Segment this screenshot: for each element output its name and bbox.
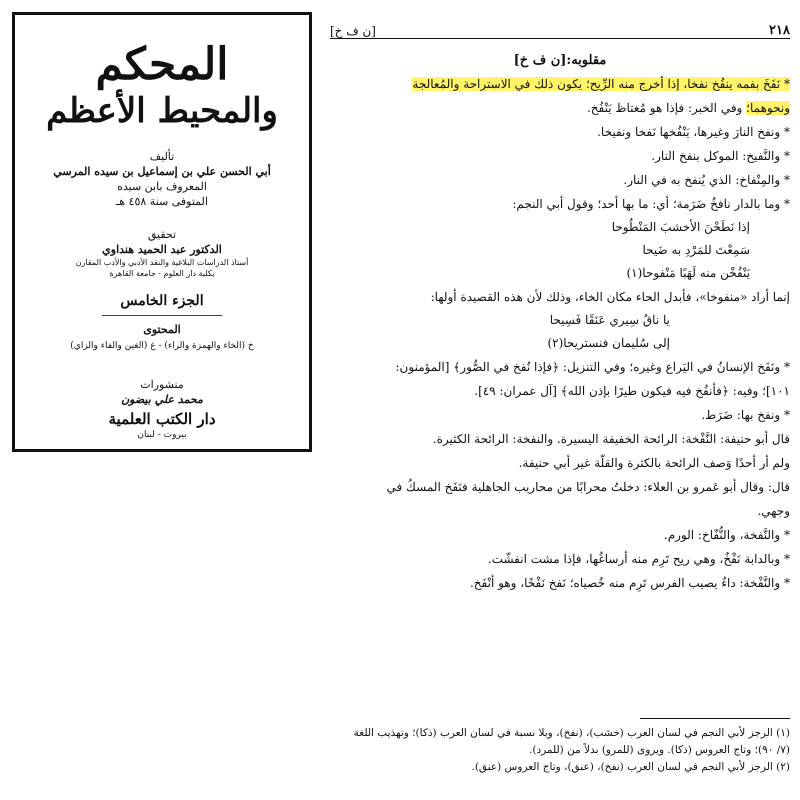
verse-line: إذا نَطَحْنَ الأخشبَ المَنْطُوحا xyxy=(611,220,750,234)
section-title: مقلوبه:[ن ف خ] xyxy=(513,53,607,68)
text-line: قال أبو حنيفة: النَّفْخة: الرائحة الخفيفة اليسيرة. والنفخة: الرائحة الكثيرة. xyxy=(432,432,790,446)
text-line: * والمِنْفاخ: الذي يُنفخ به في النار. xyxy=(623,173,790,187)
footnotes xyxy=(330,718,790,776)
verse-line: إلى سُليمان فنستريحا(٢) xyxy=(547,336,670,350)
page-number: ٢١٨ xyxy=(769,23,790,38)
footnote-line: (٢) الرجز لأبي النجم في لسان العرب (نفخ)، (عنق)، وتاج العروس (عنق). xyxy=(471,761,790,773)
author-death: المتوفى سنة ٤٥٨ هـ xyxy=(116,195,208,208)
verse-line: يَنْفُخْن منه لَهَبًا مَنْفوحا(١) xyxy=(626,266,750,280)
footnote-divider xyxy=(640,718,790,719)
text-line: ونحوهما؛ وفي الخبر: فإذا هو مُغتاظ يَنْفُخ. xyxy=(586,101,790,115)
text-line: * ونَفَخ الإنسانُ في اليَراع وغيره؛ وفي التنزيل: ﴿فإذا نُفخ في الصُّور﴾ [المؤمنون: xyxy=(395,360,790,374)
text-line: ولم أر أحدًا وَصف الرائحة بالكثرة والقلّة غير أبي حنيفة. xyxy=(518,456,790,470)
text-line: * والنَّفيخ: الموكل بنفخ النار. xyxy=(651,149,790,163)
footnote-line: (٧/ ٩٠)؛ وتاج العروس (ذكا). ويروى (للمرو) بدلاً من (للمرد). xyxy=(529,744,790,756)
text-line: * والنَّفْخة: داءٌ يصيب الفرس تَرِم منه خُصياه؛ نَفخ نَفْخًا، وهو أنْفَخ. xyxy=(469,576,790,590)
author-known: المعروف بابن سيده xyxy=(117,180,207,193)
text-line: ١٠١]؛ وفيه: ﴿فأنفُخ فيه فيكون طيرًا بإذن الله﴾ [آل عمران: ٤٩]. xyxy=(474,384,790,398)
running-head: [ن ف خ] xyxy=(330,24,376,38)
text-line: * وبالدابة نَفْخٌ، وهي ريح تَرِم منه أرساغُها، فإذا مشت انفشّت. xyxy=(487,552,790,566)
highlighted-text: * نَفَخَ بفمه ينفُخ نفخا، إذا أخرج منه الرِّيح؛ يكون ذلك في الاستراحة والمُعالجة xyxy=(412,77,790,91)
publisher-name: محمد علي بيضون xyxy=(121,393,203,406)
book-page xyxy=(330,18,790,794)
volume-label: الجزء الخامس xyxy=(120,293,204,309)
text-line: وجهي. xyxy=(757,504,790,518)
contents-label: المحتوى xyxy=(143,323,181,336)
highlighted-text: ونحوهما؛ xyxy=(746,101,790,115)
editor-label: تحقيق xyxy=(147,228,177,241)
text-line: قال: وقال أبو عَمرو بن العلاء: دخلتُ محرابًا من محاريب الجاهلية فنَفَخ المسكُ في xyxy=(386,480,790,494)
text-line: * ونفخ النارَ وغيرها، يَنْفُخها نَفخا ونفيخا. xyxy=(597,125,790,139)
footnote-line: (١) الرجز لأبي النجم في لسان العرب (خشب)، (نفخ)، وبلا نسبة في لسان العرب (ذكا)؛ وتهذيب اللغة xyxy=(353,727,790,739)
verse-line: سَمِعْتَ للمَرْدِ به ضَيحا xyxy=(642,243,750,257)
publisher-logo: دار الكتب العلمية xyxy=(108,410,216,428)
editor-title-1: أستاذ الدراسات البلاغية والنقد الأدبي والأدب المقارن xyxy=(75,258,249,267)
verse-line: يا ناقُ سِيري عَنَقًا فَسِيحا xyxy=(549,313,670,327)
text-line: * ونفخ بها: ضَرَط. xyxy=(701,408,790,422)
author-name: أبي الحسن علي بن إسماعيل بن سيده المرسي xyxy=(53,165,271,178)
page-header xyxy=(330,18,790,39)
contents-list: خ (الخاء والهمزة والراء) - غ (الغين والفاء والزاي) xyxy=(70,341,254,351)
text-line: * والنَّفخة، والنُّفّاخ: الورم. xyxy=(663,528,790,542)
text-line: إنما أراد «منفوخا»، فأبدل الحاء مكان الخاء، وذلك لأن هذه القصيدة أولها: xyxy=(430,290,790,304)
text-line xyxy=(330,72,790,96)
cover-divider xyxy=(102,315,222,316)
editor-name: الدكتور عبد الحميد هنداوي xyxy=(102,243,222,256)
book-cover xyxy=(12,12,312,452)
page-body xyxy=(330,72,790,595)
cover-subtitle: والمحيط الأعظم xyxy=(46,91,278,131)
cover-title: المحكم xyxy=(95,39,229,90)
author-label: تأليف xyxy=(149,150,175,163)
editor-title-2: بكلية دار العلوم - جامعة القاهرة xyxy=(109,269,215,278)
publisher-label: منشورات xyxy=(140,378,184,391)
text-line: * وما بالدار نافخُ ضَرَمة؛ أي: ما بها أحد؛ وقول أبي النجم: xyxy=(512,197,790,211)
publisher-city: بيروت - لبنان xyxy=(137,430,187,440)
